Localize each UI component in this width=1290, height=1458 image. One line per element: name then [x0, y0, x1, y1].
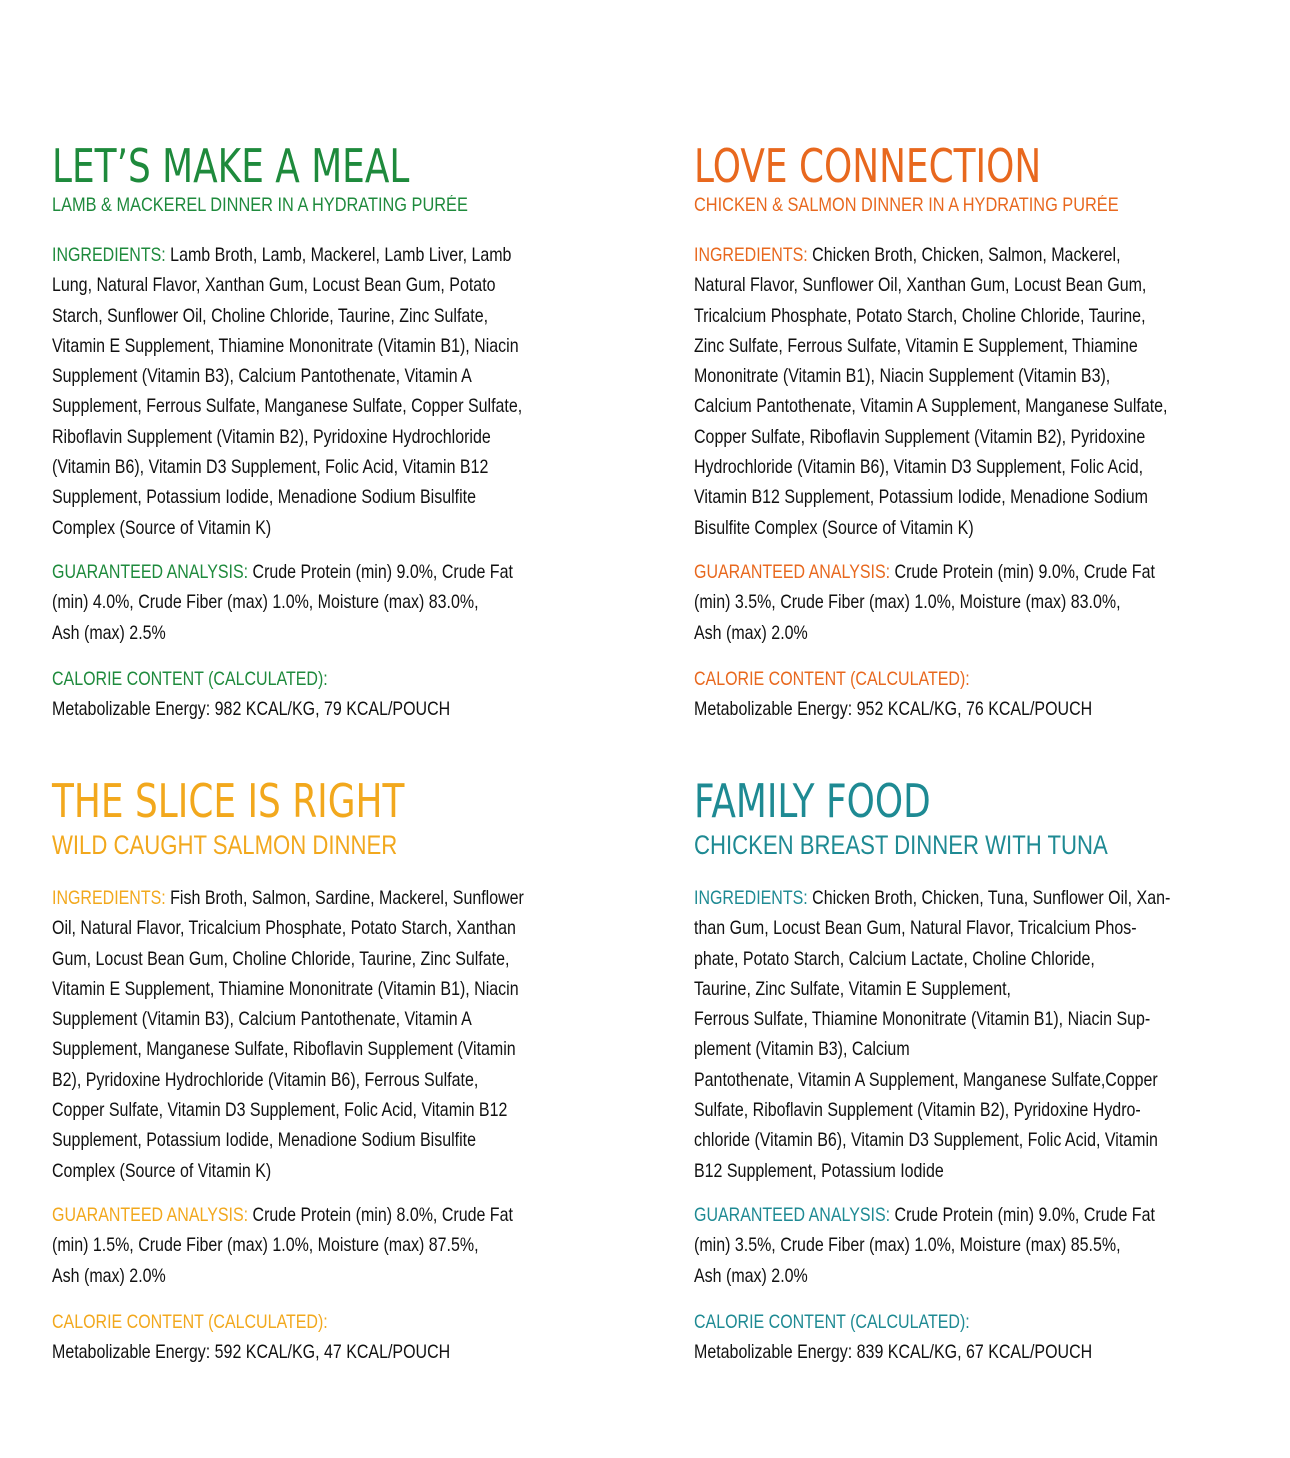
ingredients-line: Pantothenate, Vitamin A Supplement, Manganese Sulfate,Copper: [694, 1068, 1158, 1091]
analysis-line: (min) 1.5%, Crude Fiber (max) 1.0%, Moisture (max) 87.5%,: [52, 1234, 479, 1257]
metabolizable-energy: Metabolizable Energy: 839 KCAL/KG, 67 KCAL/POUCH: [694, 1341, 1093, 1364]
recipe-subtitle: CHICKEN & SALMON DINNER IN A HYDRATING PURÉE: [694, 195, 1119, 216]
analysis-line: (min) 3.5%, Crude Fiber (max) 1.0%, Moisture (max) 85.5%,: [694, 1234, 1121, 1257]
analysis-line: Ash (max) 2.0%: [694, 621, 808, 644]
ingredients-line: Lung, Natural Flavor, Xanthan Gum, Locust Bean Gum, Potato: [52, 274, 496, 297]
ingredients-line: B12 Supplement, Potassium Iodide: [694, 1159, 944, 1182]
ingredients-line: Oil, Natural Flavor, Tricalcium Phosphate, Potato Starch, Xanthan: [52, 917, 516, 940]
ingredients-line: Zinc Sulfate, Ferrous Sulfate, Vitamin E Supplement, Thiamine: [694, 334, 1138, 357]
analysis-label: GUARANTEED ANALYSIS:: [694, 1203, 891, 1226]
recipe-panel-lets-make-a-meal: [52, 140, 612, 724]
calorie-content-block: [52, 664, 612, 725]
ingredients-line: Supplement, Ferrous Sulfate, Manganese Sulfate, Copper Sulfate,: [52, 395, 523, 418]
ingredients-line: Supplement (Vitamin B3), Calcium Pantothenate, Vitamin A: [52, 1008, 472, 1031]
ingredients-line: Chicken Broth, Chicken, Salmon, Mackerel,: [812, 244, 1121, 266]
recipe-title: LET’S MAKE A MEAL: [52, 139, 410, 193]
guaranteed-analysis-block: [52, 557, 612, 648]
analysis-line: (min) 4.0%, Crude Fiber (max) 1.0%, Moisture (max) 83.0%,: [52, 591, 479, 614]
ingredients-line: Sulfate, Riboflavin Supplement (Vitamin B2), Pyridoxine Hydro-: [694, 1099, 1141, 1122]
recipe-panel-the-slice-is-right: [52, 775, 612, 1367]
analysis-label: GUARANTEED ANALYSIS:: [52, 560, 249, 583]
ingredients-line: Supplement (Vitamin B3), Calcium Pantothenate, Vitamin A: [52, 365, 472, 388]
ingredients-line: Calcium Pantothenate, Vitamin A Supplement, Manganese Sulfate,: [694, 395, 1168, 418]
ingredients-line: Supplement, Potassium Iodide, Menadione Sodium Bisulfite: [52, 486, 476, 509]
ingredients-line: Bisulfite Complex (Source of Vitamin K): [694, 516, 974, 539]
ingredients-line: Natural Flavor, Sunflower Oil, Xanthan Gum, Locust Bean Gum,: [694, 274, 1147, 297]
recipe-title: FAMILY FOOD: [694, 774, 931, 828]
ingredients-line: Vitamin E Supplement, Thiamine Mononitrate (Vitamin B1), Niacin: [52, 977, 519, 1000]
ingredients-line: Ferrous Sulfate, Thiamine Mononitrate (Vitamin B1), Niacin Sup-: [694, 1008, 1151, 1031]
calorie-label: CALORIE CONTENT (CALCULATED):: [52, 667, 328, 690]
metabolizable-energy: Metabolizable Energy: 592 KCAL/KG, 47 KCAL/POUCH: [52, 1341, 451, 1364]
ingredients-line: Riboflavin Supplement (Vitamin B2), Pyridoxine Hydrochloride: [52, 425, 491, 448]
ingredients-line: Copper Sulfate, Riboflavin Supplement (Vitamin B2), Pyridoxine: [694, 425, 1146, 448]
ingredients-label: INGREDIENTS:: [52, 244, 166, 266]
ingredients-line: Starch, Sunflower Oil, Choline Chloride, Taurine, Zinc Sulfate,: [52, 304, 489, 327]
ingredients-line: than Gum, Locust Bean Gum, Natural Flavor, Tricalcium Phos-: [694, 917, 1137, 940]
analysis-label: GUARANTEED ANALYSIS:: [52, 1203, 249, 1226]
ingredients-line: phate, Potato Starch, Calcium Lactate, Choline Chloride,: [694, 947, 1095, 970]
analysis-line: (min) 3.5%, Crude Fiber (max) 1.0%, Moisture (max) 83.0%,: [694, 591, 1121, 614]
ingredients-line: Fish Broth, Salmon, Sardine, Mackerel, Sunflower: [170, 887, 524, 909]
ingredients-line: Complex (Source of Vitamin K): [52, 1159, 272, 1182]
recipe-subtitle: LAMB & MACKEREL DINNER IN A HYDRATING PURÉE: [52, 195, 468, 216]
ingredients-line: Hydrochloride (Vitamin B6), Vitamin D3 Supplement, Folic Acid,: [694, 456, 1144, 479]
ingredients-block: [52, 240, 612, 543]
metabolizable-energy: Metabolizable Energy: 982 KCAL/KG, 79 KCAL/POUCH: [52, 698, 451, 721]
metabolizable-energy: Metabolizable Energy: 952 KCAL/KG, 76 KCAL/POUCH: [694, 698, 1093, 721]
ingredients-line: Tricalcium Phosphate, Potato Starch, Choline Chloride, Taurine,: [694, 304, 1146, 327]
ingredients-line: Copper Sulfate, Vitamin D3 Supplement, Folic Acid, Vitamin B12: [52, 1099, 508, 1122]
ingredients-block: [52, 883, 612, 1186]
guaranteed-analysis-block: [694, 1200, 1254, 1291]
ingredients-label: INGREDIENTS:: [694, 887, 808, 909]
analysis-line: Ash (max) 2.5%: [52, 621, 166, 644]
recipe-title: LOVE CONNECTION: [694, 139, 1042, 193]
ingredients-line: Chicken Broth, Chicken, Tuna, Sunflower Oil, Xan-: [812, 887, 1171, 909]
analysis-line: Crude Protein (min) 9.0%, Crude Fat: [894, 560, 1155, 583]
calorie-content-block: [694, 664, 1254, 725]
ingredients-block: [694, 240, 1254, 543]
calorie-label: CALORIE CONTENT (CALCULATED):: [694, 667, 970, 690]
ingredients-line: (Vitamin B6), Vitamin D3 Supplement, Folic Acid, Vitamin B12: [52, 456, 489, 479]
analysis-line: Crude Protein (min) 8.0%, Crude Fat: [252, 1203, 513, 1226]
calorie-label: CALORIE CONTENT (CALCULATED):: [694, 1310, 970, 1333]
ingredients-line: Supplement, Manganese Sulfate, Riboflavin Supplement (Vitamin: [52, 1038, 516, 1061]
ingredients-line: Taurine, Zinc Sulfate, Vitamin E Supplement,: [694, 977, 1012, 1000]
ingredients-block: [694, 883, 1254, 1186]
ingredients-line: Mononitrate (Vitamin B1), Niacin Supplement (Vitamin B3),: [694, 365, 1111, 388]
guaranteed-analysis-block: [52, 1200, 612, 1291]
ingredients-line: Vitamin E Supplement, Thiamine Mononitrate (Vitamin B1), Niacin: [52, 334, 519, 357]
ingredients-line: Supplement, Potassium Iodide, Menadione Sodium Bisulfite: [52, 1129, 476, 1152]
calorie-label: CALORIE CONTENT (CALCULATED):: [52, 1310, 328, 1333]
analysis-label: GUARANTEED ANALYSIS:: [694, 560, 891, 583]
analysis-line: Crude Protein (min) 9.0%, Crude Fat: [252, 560, 513, 583]
recipe-subtitle: WILD CAUGHT SALMON DINNER: [52, 830, 398, 860]
ingredients-line: Vitamin B12 Supplement, Potassium Iodide, Menadione Sodium: [694, 486, 1148, 509]
recipe-panel-love-connection: [694, 140, 1254, 724]
ingredients-line: Complex (Source of Vitamin K): [52, 516, 272, 539]
guaranteed-analysis-block: [694, 557, 1254, 648]
ingredients-line: Gum, Locust Bean Gum, Choline Chloride, Taurine, Zinc Sulfate,: [52, 947, 510, 970]
calorie-content-block: [52, 1307, 612, 1368]
ingredients-label: INGREDIENTS:: [52, 887, 166, 909]
recipe-subtitle: CHICKEN BREAST DINNER WITH TUNA: [694, 830, 1108, 860]
analysis-line: Crude Protein (min) 9.0%, Crude Fat: [894, 1203, 1155, 1226]
ingredients-line: plement (Vitamin B3), Calcium: [694, 1038, 910, 1061]
ingredients-line: B2), Pyridoxine Hydrochloride (Vitamin B6), Ferrous Sulfate,: [52, 1068, 479, 1091]
recipe-title: THE SLICE IS RIGHT: [52, 774, 405, 828]
ingredients-line: Lamb Broth, Lamb, Mackerel, Lamb Liver, Lamb: [170, 244, 512, 266]
analysis-line: Ash (max) 2.0%: [52, 1264, 166, 1287]
ingredients-line: chloride (Vitamin B6), Vitamin D3 Supplement, Folic Acid, Vitamin: [694, 1129, 1158, 1152]
ingredients-label: INGREDIENTS:: [694, 244, 808, 266]
calorie-content-block: [694, 1307, 1254, 1368]
recipe-panel-family-food: [694, 775, 1254, 1367]
analysis-line: Ash (max) 2.0%: [694, 1264, 808, 1287]
